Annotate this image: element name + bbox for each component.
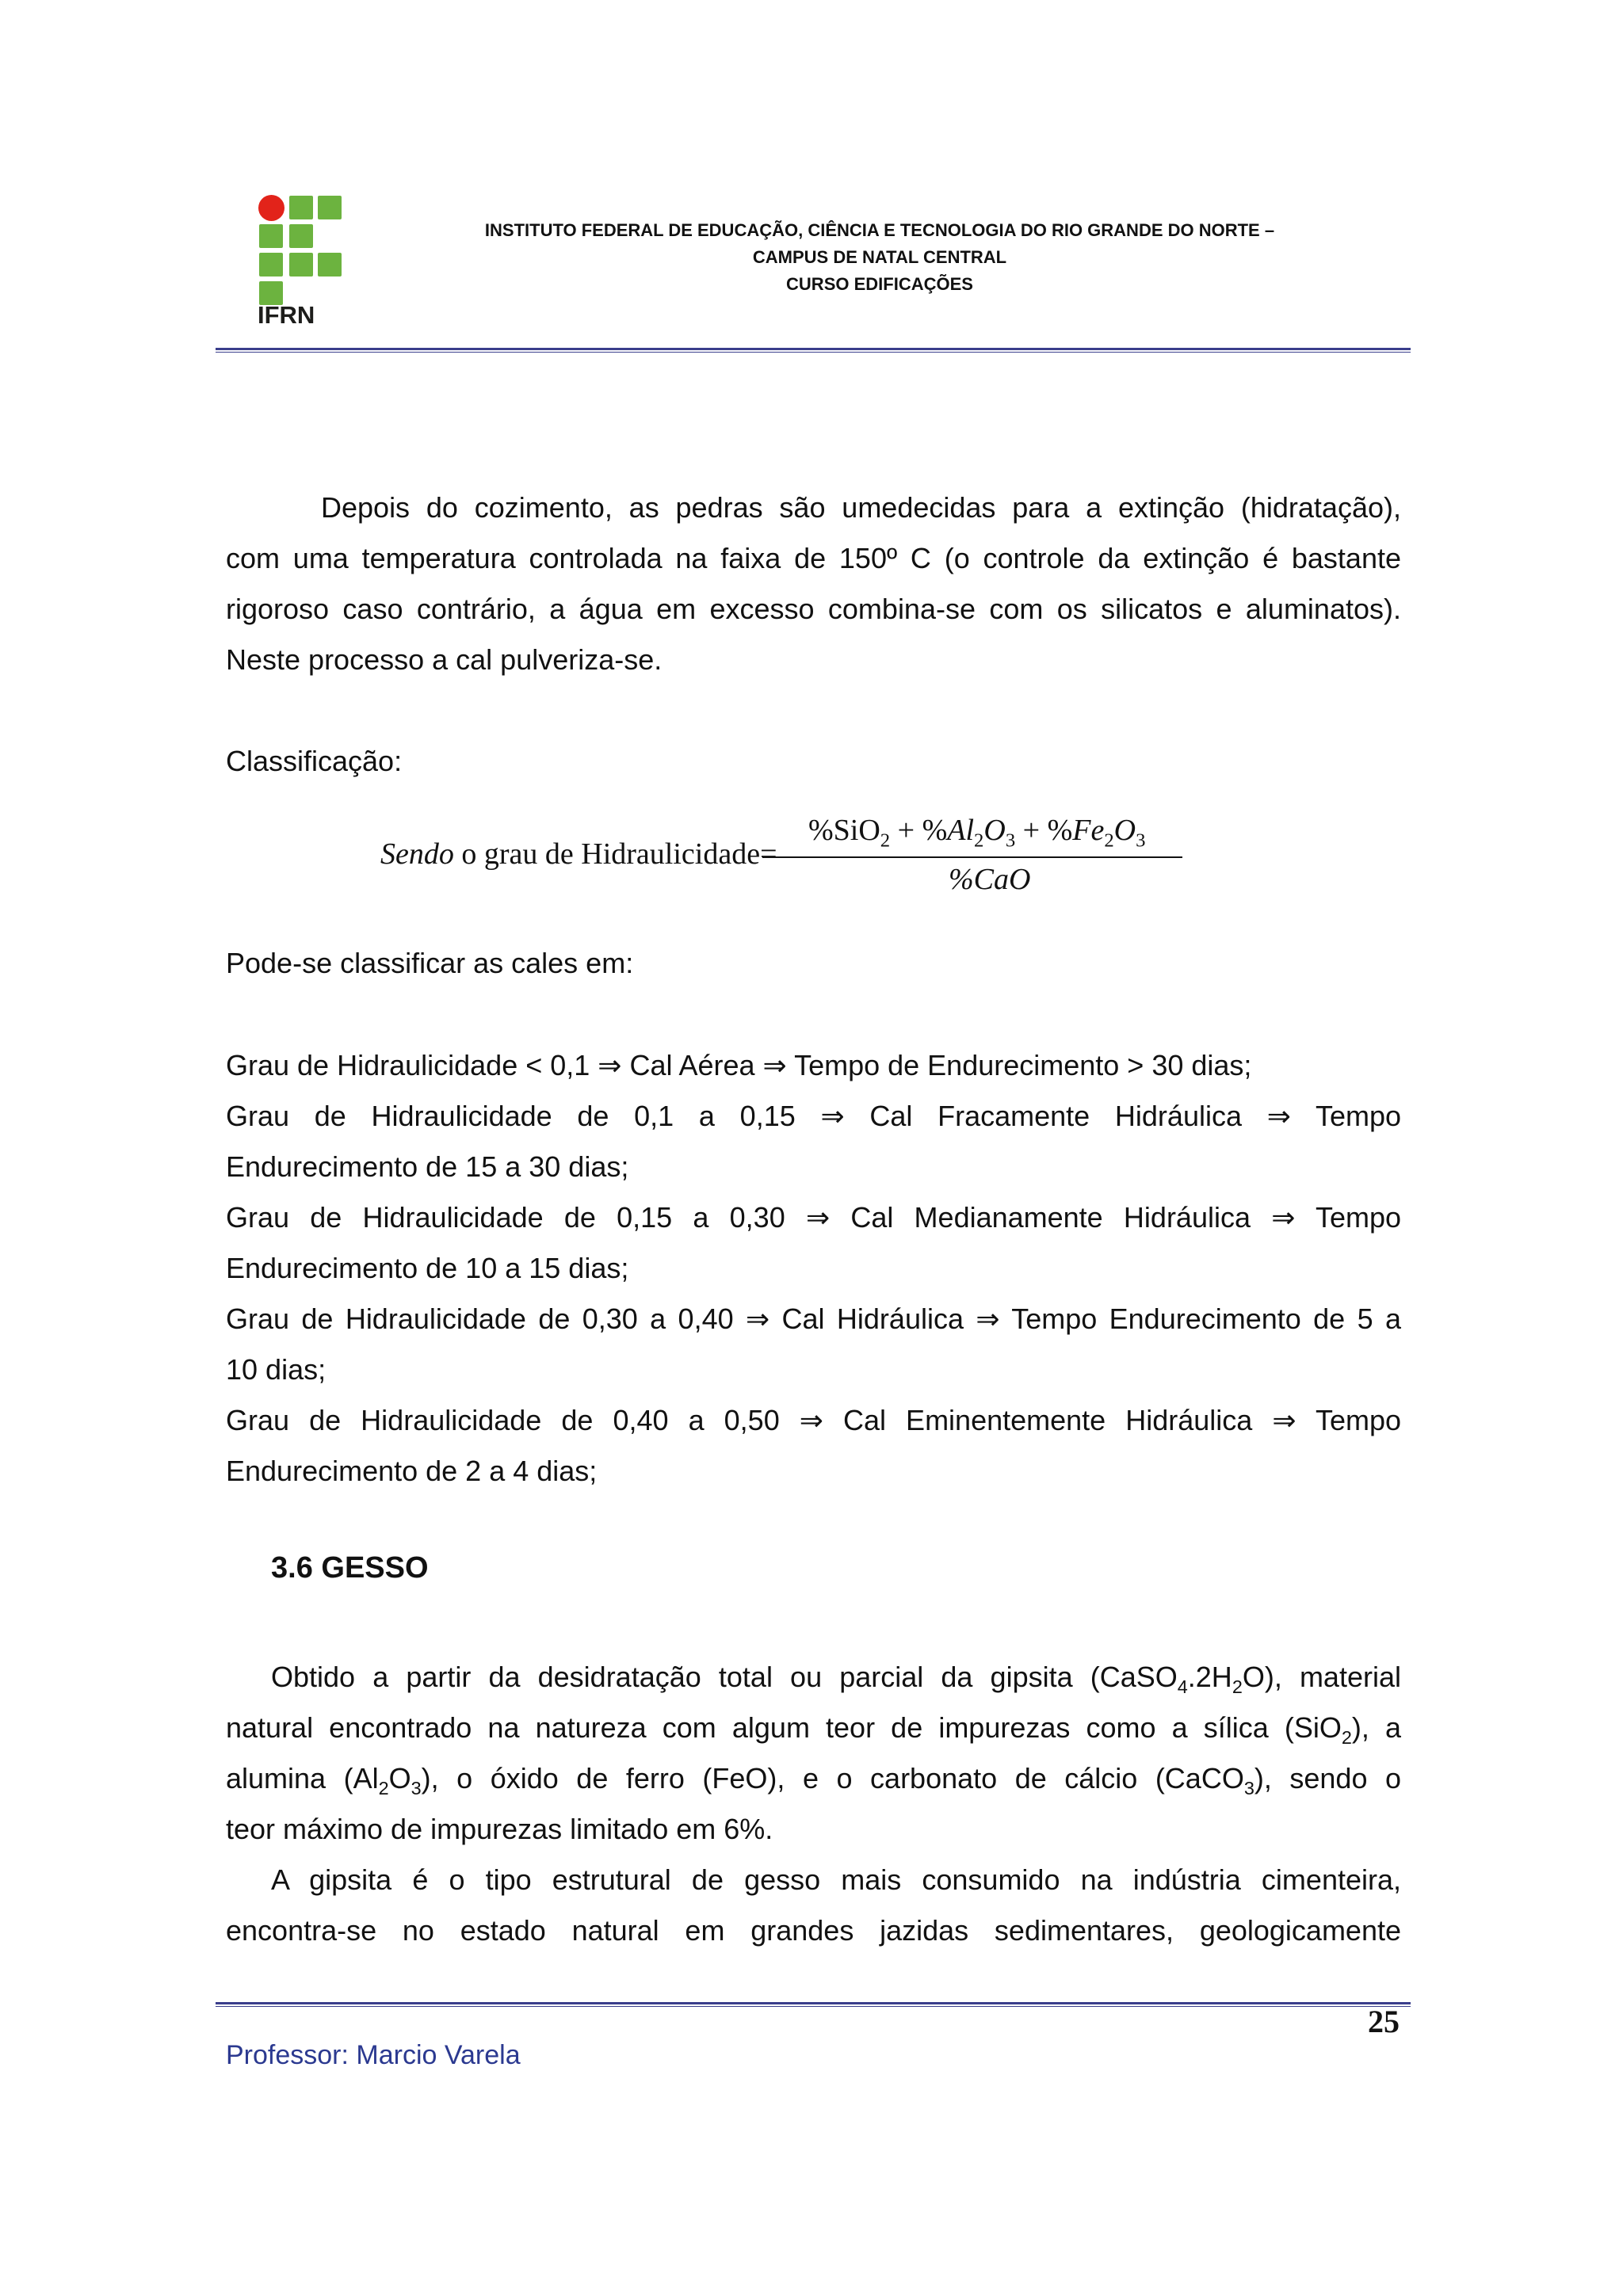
gesso-p1-l3b: O (388, 1762, 411, 1794)
gesso-p1-l1c: O), material (1242, 1661, 1401, 1693)
formula-equals: = (760, 837, 777, 871)
ifrn-logo (258, 194, 345, 329)
grade-2-line-1: Grau de Hidraulicidade de 0,1 a 0,15 ⇒ Cal Fracamente Hidráulica ⇒ Tempo (226, 1100, 1401, 1132)
intro-line-4: Neste processo a cal pulveriza-se. (226, 643, 663, 676)
pode-se-text: Pode-se classificar as cales em: (226, 947, 634, 979)
gesso-p1-l3d: ), sendo o (1254, 1762, 1402, 1794)
page-number: 25 (1368, 2004, 1400, 2039)
grade-5-line-1: Grau de Hidraulicidade de 0,40 a 0,50 ⇒ Cal Eminentemente Hidráulica ⇒ Tempo (226, 1404, 1401, 1436)
subscript: 2 (1341, 1727, 1352, 1749)
gesso-p1-l1b: .2H (1187, 1661, 1232, 1693)
gesso-p1-l3a: alumina (Al (226, 1762, 379, 1794)
gesso-p1-l2b: ), a (1351, 1711, 1402, 1744)
subscript: 3 (411, 1778, 422, 1799)
formula-lhs-text: o grau de Hidraulicidade (461, 837, 761, 871)
fraction-bar (762, 856, 1182, 858)
formula-lhs (380, 837, 777, 871)
grade-3-line-1: Grau de Hidraulicidade de 0,15 a 0,30 ⇒ Cal Medianamente Hidráulica ⇒ Tempo (226, 1201, 1401, 1234)
logo-square (318, 253, 342, 277)
gesso-p2-line-2: encontra-se no estado natural em grandes jazidas sedimentares, geologicamente (226, 1914, 1401, 1947)
grade-5-line-2: Endurecimento de 2 a 4 dias; (226, 1455, 598, 1487)
header-rule-thin (216, 352, 1411, 353)
footer-rule (216, 2002, 1411, 2004)
logo-square (259, 224, 283, 248)
gesso-p2-line-1: A gipsita é o tipo estrutural de gesso mais consumido na indústria cimenteira, (271, 1863, 1401, 1896)
grade-4-line-2: 10 dias; (226, 1353, 327, 1386)
section-heading: 3.6 GESSO (271, 1551, 429, 1585)
logo-red-dot (258, 195, 285, 221)
gesso-p1-line-4: teor máximo de impurezas limitado em 6%. (226, 1813, 773, 1845)
logo-square (259, 253, 283, 277)
professor-name: Professor: Marcio Varela (226, 2040, 521, 2070)
logo-square (289, 224, 313, 248)
gesso-p1-l2a: natural encontrado na natureza com algum teor de impurezas como a sílica (SiO (226, 1711, 1342, 1744)
subscript: 2 (1232, 1676, 1243, 1698)
grade-4-line-1: Grau de Hidraulicidade de 0,30 a 0,40 ⇒ Cal Hidráulica ⇒ Tempo Endurecimento de 5 a (226, 1302, 1401, 1335)
gesso-p1-l1a: Obtido a partir da desidratação total ou parcial da gipsita (CaSO (271, 1661, 1178, 1693)
institution-name: INSTITUTO FEDERAL DE EDUCAÇÃO, CIÊNCIA E TECNOLOGIA DO RIO GRANDE DO NORTE – (484, 220, 1275, 240)
logo-square (318, 196, 342, 219)
formula-numerator: $\%SiO_2 + \%Al_2O_3 + \%Fe_2O_3$ (808, 814, 1146, 852)
subscript: 3 (1243, 1778, 1254, 1799)
classificacao-label: Classificação: (226, 745, 403, 777)
footer-rule-thin (216, 2006, 1411, 2007)
logo-square (289, 196, 313, 219)
formula-sendo: Sendo (380, 837, 454, 871)
subscript: 4 (1177, 1676, 1188, 1698)
intro-line-3: rigoroso caso contrário, a água em excesso combina-se com os silicatos e aluminatos). (226, 593, 1401, 625)
grade-3-line-2: Endurecimento de 10 a 15 dias; (226, 1252, 629, 1284)
formula-denominator: %CaO (949, 863, 1031, 896)
header-rule (216, 348, 1411, 350)
intro-line-2: com uma temperatura controlada na faixa de 150º C (o controle da extinção é bastante (226, 542, 1401, 574)
campus-name: CAMPUS DE NATAL CENTRAL (752, 247, 1007, 267)
subscript: 2 (378, 1778, 389, 1799)
intro-line-1: Depois do cozimento, as pedras são umedecidas para a extinção (hidratação), (321, 491, 1401, 524)
course-name: CURSO EDIFICAÇÕES (786, 274, 973, 294)
logo-text: IFRN (258, 301, 315, 329)
grade-1: Grau de Hidraulicidade < 0,1 ⇒ Cal Aérea ⇒ Tempo de Endurecimento > 30 dias; (226, 1049, 1252, 1081)
logo-square (289, 253, 313, 277)
gesso-p1-l3c: ), o óxido de ferro (FeO), e o carbonato de cálcio (CaCO (421, 1762, 1244, 1794)
grade-2-line-2: Endurecimento de 15 a 30 dias; (226, 1150, 629, 1183)
